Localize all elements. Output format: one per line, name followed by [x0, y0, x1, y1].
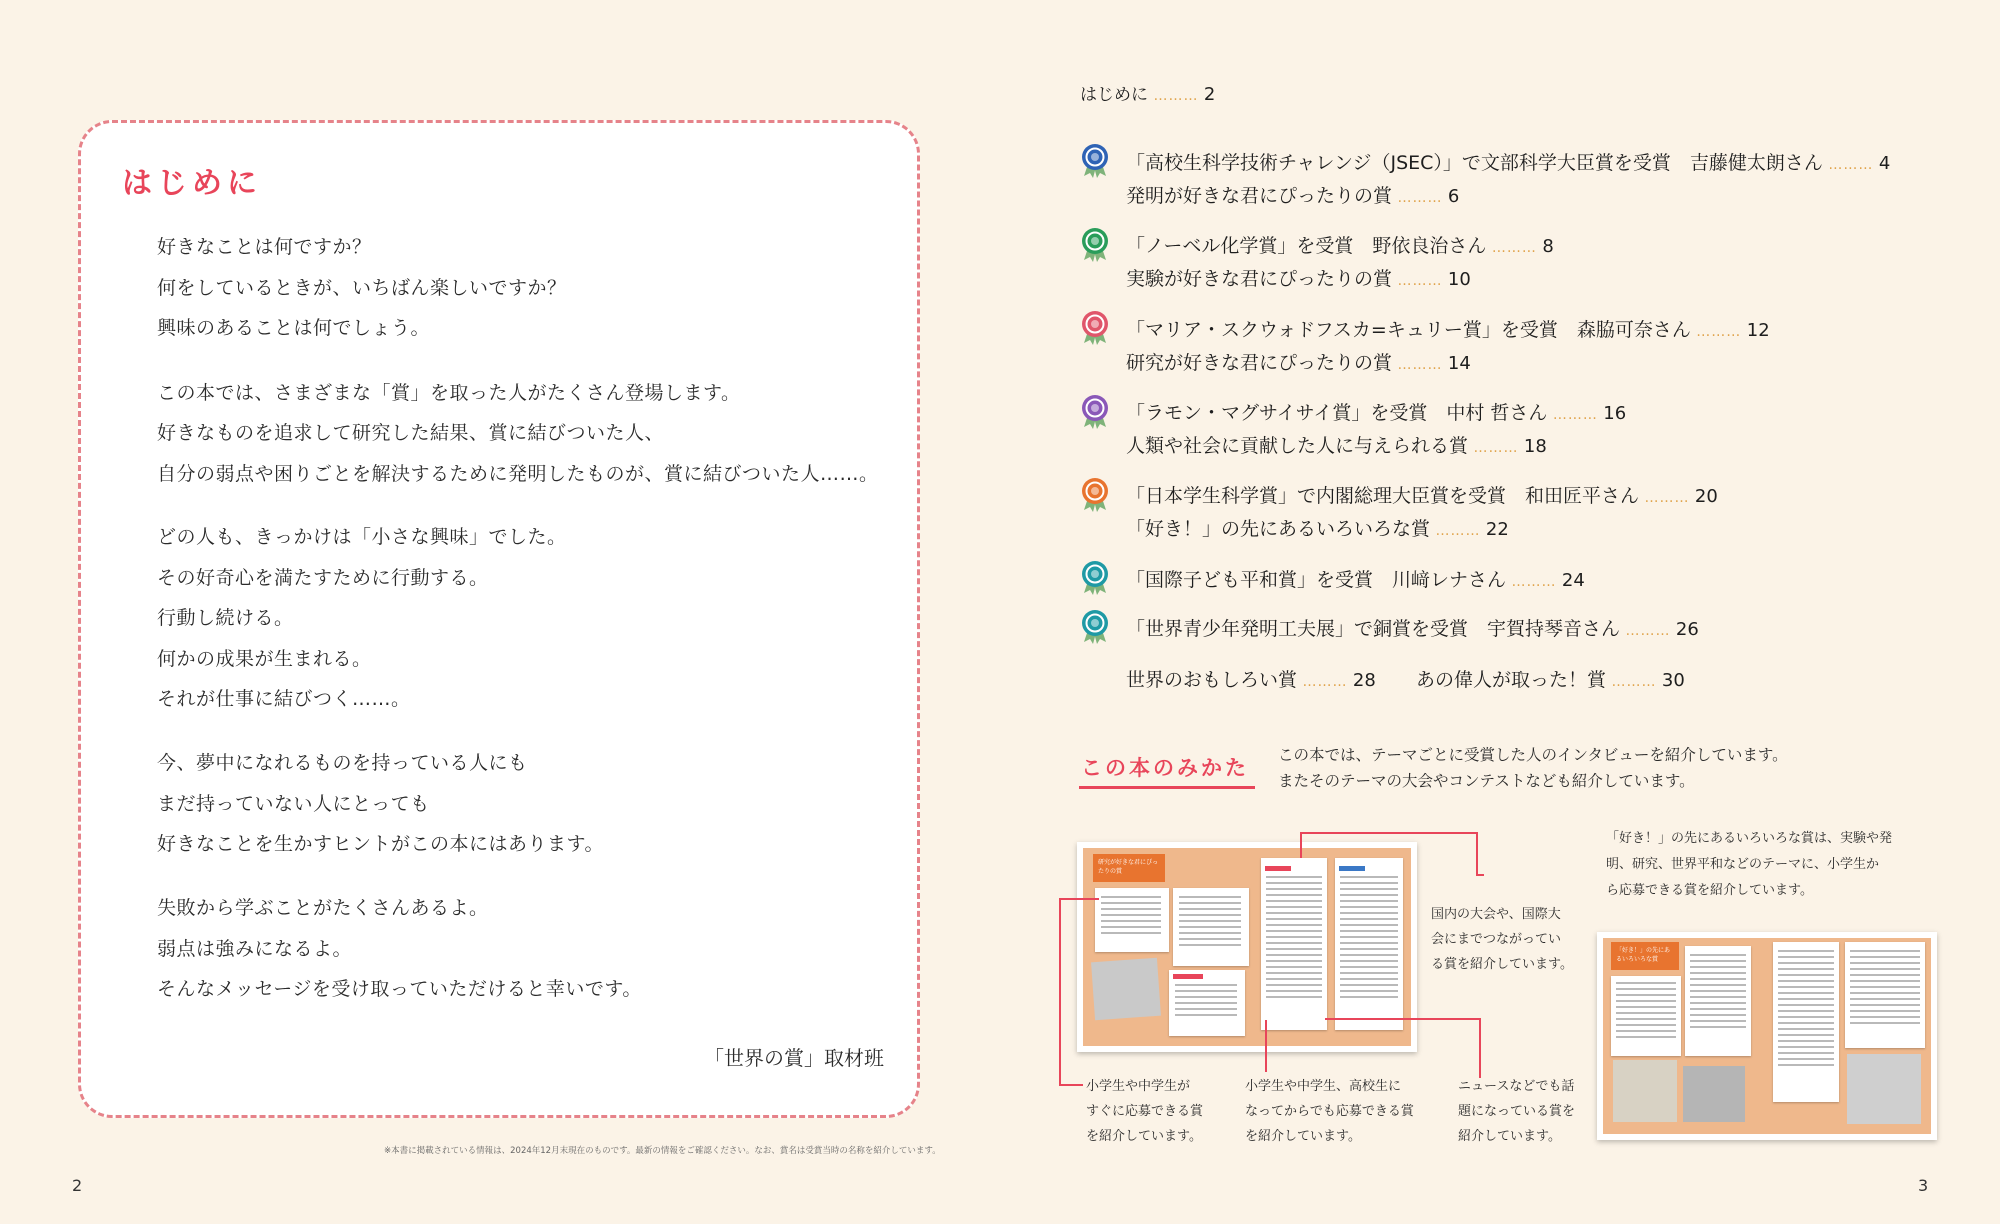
toc-sub-3[interactable]: [1126, 348, 1471, 375]
intro-line: 今、夢中になれるものを持っている人にも: [157, 752, 528, 774]
toc-leader: ………: [1547, 407, 1604, 423]
spread-card: [1169, 970, 1245, 1036]
spread-card: [1685, 946, 1751, 1056]
note-line: 「好き！」の先にあるいろいろな賞は、実験や発: [1606, 831, 1893, 846]
note-line: 小学生や中学生が: [1086, 1079, 1191, 1094]
page-number-left: 2: [72, 1176, 83, 1195]
note-bottom-3: [1458, 1074, 1575, 1149]
toc-entry-1[interactable]: [1126, 148, 1890, 175]
note-line: ニュースなどでも話: [1458, 1079, 1575, 1094]
howto-underline: [1079, 786, 1255, 789]
toc-leader: ………: [1620, 623, 1676, 639]
footnote: ※本書に掲載されている情報は、2024年12月末現在のものです。最新の情報をご確認ください。なお、賞名は受賞当時の名称を紹介しています。: [384, 1146, 941, 1156]
toc-page: 4: [1878, 153, 1891, 174]
toc-leader: ………: [1430, 523, 1486, 539]
toc-title: 「国際子ども平和賞」を受賞 川﨑レナさん: [1126, 569, 1507, 591]
toc-page: 28: [1352, 670, 1376, 691]
intro-line: 好きなものを追求して研究した結果、賞に結びついた人、: [157, 422, 665, 444]
note-line: 題になっている賞を: [1458, 1104, 1576, 1119]
spread-label: [1339, 866, 1365, 871]
toc-leader: ………: [1486, 240, 1543, 256]
intro-signature: 「世界の賞」取材班: [704, 1046, 884, 1070]
note-line: 国内の大会や、国際大: [1431, 907, 1561, 922]
spread-card: [1335, 858, 1403, 1030]
howto-desc-line: またそのテーマの大会やコンテストなども紹介しています。: [1278, 772, 1695, 790]
intro-line: 興味のあることは何でしょう。: [157, 317, 431, 339]
spread-card: [1261, 858, 1327, 1030]
toc-sub-title: 実験が好きな君にぴったりの賞: [1126, 268, 1393, 290]
toc-sub-1[interactable]: [1126, 181, 1459, 208]
toc-title: 「ラモン・マグサイサイ賞」を受賞 中村 哲さん: [1126, 402, 1548, 424]
intro-line: まだ持っていない人にとっても: [157, 793, 430, 815]
sample-spread-2: [1597, 932, 1937, 1140]
toc-title: 「高校生科学技術チャレンジ（JSEC）」で文部科学大臣賞を受賞 吉藤健太朗さん: [1126, 152, 1823, 174]
toc-extra-2[interactable]: [1416, 665, 1685, 692]
intro-line: 何をしているときが、いちばん楽しいですか？: [157, 277, 567, 299]
intro-line: それが仕事に結びつく……。: [157, 688, 411, 710]
toc-entry-2[interactable]: [1126, 231, 1554, 258]
toc-page: 26: [1675, 619, 1699, 640]
medal-icon: [1078, 559, 1112, 595]
howto-title: この本のみかた: [1081, 756, 1249, 780]
toc-leader: ………: [1506, 574, 1562, 590]
note-line: を紹介しています。: [1086, 1129, 1202, 1144]
toc-entry-5[interactable]: [1126, 481, 1718, 508]
spread-tag: [1093, 854, 1165, 882]
toc-leader: ………: [1690, 324, 1747, 340]
toc-title: あの偉人が取った！賞: [1416, 669, 1607, 691]
connector-line: [1476, 874, 1484, 876]
spread-tag-text: 「好き！」の先にあるいろいろな賞: [1616, 947, 1671, 963]
toc-entry-7[interactable]: [1126, 614, 1699, 641]
toc-leader: ………: [1468, 440, 1524, 456]
note-bottom-2: [1245, 1074, 1414, 1149]
toc-page: 6: [1447, 186, 1460, 207]
connector-line: [1325, 1018, 1481, 1020]
toc-sub-title: 発明が好きな君にぴったりの賞: [1126, 185, 1393, 207]
toc-entry-4[interactable]: [1126, 398, 1626, 425]
note-line: る賞を紹介しています。: [1431, 957, 1573, 972]
toc-leader: ………: [1148, 88, 1204, 104]
toc-leader: ………: [1392, 273, 1448, 289]
toc-page: 16: [1603, 403, 1627, 424]
note-line: なってからでも応募できる賞: [1245, 1104, 1414, 1119]
intro-line: どの人も、きっかけは「小さな興味」でした。: [157, 526, 567, 548]
toc-extra-1[interactable]: [1126, 665, 1376, 692]
note-line: を紹介しています。: [1245, 1129, 1361, 1144]
toc-page: 30: [1661, 670, 1685, 691]
toc-title: 「ノーベル化学賞」を受賞 野依良治さん: [1126, 235, 1487, 257]
toc-leader: ………: [1392, 190, 1448, 206]
spread-photo: [1613, 1060, 1677, 1122]
note-line: 紹介しています。: [1458, 1129, 1561, 1144]
medal-icon: [1078, 142, 1112, 178]
toc-sub-title: 人類や社会に貢献した人に与えられる賞: [1126, 435, 1469, 457]
spread-card: [1173, 888, 1249, 966]
connector-line: [1059, 898, 1061, 1086]
spread-card: [1845, 942, 1925, 1048]
toc-sub-4[interactable]: [1126, 431, 1547, 458]
spread-tag-text: 研究が好きな君にぴったりの賞: [1098, 859, 1159, 875]
intro-line: 弱点は強みになるよ。: [157, 938, 353, 960]
toc-sub-5[interactable]: [1126, 514, 1509, 541]
toc-page: 20: [1694, 486, 1718, 507]
toc-title: 「日本学生科学賞」で内閣総理大臣賞を受賞 和田匠平さん: [1126, 485, 1640, 507]
intro-line: 何かの成果が生まれる。: [157, 648, 372, 670]
medal-icon: [1078, 226, 1112, 262]
note-line: すぐに応募できる賞: [1086, 1104, 1204, 1119]
toc-page: 24: [1561, 570, 1585, 591]
note-line: 会にまでつながってい: [1431, 932, 1562, 947]
spread-card: [1095, 888, 1169, 952]
note-middle: [1431, 902, 1573, 977]
note-line: ら応募できる賞を紹介しています。: [1606, 883, 1813, 898]
note-line: 小学生や中学生、高校生に: [1245, 1079, 1402, 1094]
toc-sub-title: 研究が好きな君にぴったりの賞: [1126, 352, 1393, 374]
note-line: 明、研究、世界平和などのテーマに、小学生か: [1606, 857, 1880, 872]
toc-leader: ………: [1822, 157, 1879, 173]
intro-title: はじめに: [122, 166, 262, 201]
toc-page: 10: [1447, 269, 1471, 290]
toc-title: 「世界青少年発明工夫展」で銅賞を受賞 宇賀持琴音さん: [1126, 618, 1621, 640]
toc-page: 12: [1746, 320, 1770, 341]
connector-line: [1300, 832, 1478, 834]
toc-page: 2: [1203, 84, 1216, 105]
spread-photo: [1847, 1054, 1921, 1124]
toc-intro-label: はじめに: [1080, 85, 1148, 105]
note-bottom-1: [1086, 1074, 1203, 1149]
intro-line: そんなメッセージを受け取っていただけると幸いです。: [157, 978, 642, 1000]
toc-leader: ………: [1392, 357, 1448, 373]
page-number-right: 3: [1918, 1176, 1929, 1195]
intro-line: 行動し続ける。: [157, 607, 294, 629]
toc-leader: ………: [1639, 490, 1695, 506]
spread-label: [1265, 866, 1291, 871]
intro-line: 好きなことを生かすヒントがこの本にはあります。: [157, 833, 604, 855]
intro-line: 好きなことは何ですか？: [157, 236, 372, 258]
toc-entry-6[interactable]: [1126, 565, 1585, 592]
toc-title: 世界のおもしろい賞: [1126, 669, 1298, 691]
intro-line: この本では、さまざまな「賞」を取った人がたくさん登場します。: [157, 382, 741, 404]
spread-card: [1611, 976, 1681, 1056]
medal-icon: [1078, 393, 1112, 429]
toc-sub-2[interactable]: [1126, 264, 1471, 291]
connector-line: [1059, 898, 1099, 900]
connector-line: [1059, 1084, 1083, 1086]
connector-line: [1300, 832, 1302, 858]
medal-icon: [1078, 476, 1112, 512]
spread-label: [1173, 974, 1203, 979]
toc-intro[interactable]: [1080, 80, 1215, 105]
howto-desc-line: この本では、テーマごとに受賞した人のインタビューを紹介しています。: [1278, 746, 1788, 764]
spread-card: [1773, 942, 1839, 1102]
intro-line: 自分の弱点や困りごとを解決するために発明したものが、賞に結びついた人……。: [157, 463, 879, 485]
toc-page: 22: [1485, 519, 1509, 540]
toc-leader: ………: [1606, 674, 1662, 690]
spread-tag: [1611, 942, 1679, 970]
medal-icon: [1078, 309, 1112, 345]
toc-entry-3[interactable]: [1126, 315, 1770, 342]
medal-icon: [1078, 608, 1112, 644]
spread-photo: [1683, 1066, 1745, 1122]
toc-page: 8: [1542, 236, 1554, 257]
note-top-right: [1606, 826, 1892, 904]
sample-spread-1: [1077, 842, 1417, 1052]
spread-photo: [1091, 958, 1161, 1020]
connector-line: [1479, 1018, 1481, 1078]
toc-sub-title: 「好き！」の先にあるいろいろな賞: [1126, 518, 1431, 540]
intro-line: 失敗から学ぶことがたくさんあるよ。: [157, 897, 489, 919]
connector-line: [1476, 832, 1478, 876]
toc-page: 18: [1523, 436, 1547, 457]
connector-line: [1265, 1020, 1267, 1072]
toc-title: 「マリア・スクウォドフスカ=キュリー賞」を受賞 森脇可奈さん: [1126, 319, 1691, 341]
intro-line: その好奇心を満たすために行動する。: [157, 567, 489, 589]
toc-leader: ………: [1297, 674, 1353, 690]
toc-page: 14: [1447, 353, 1471, 374]
